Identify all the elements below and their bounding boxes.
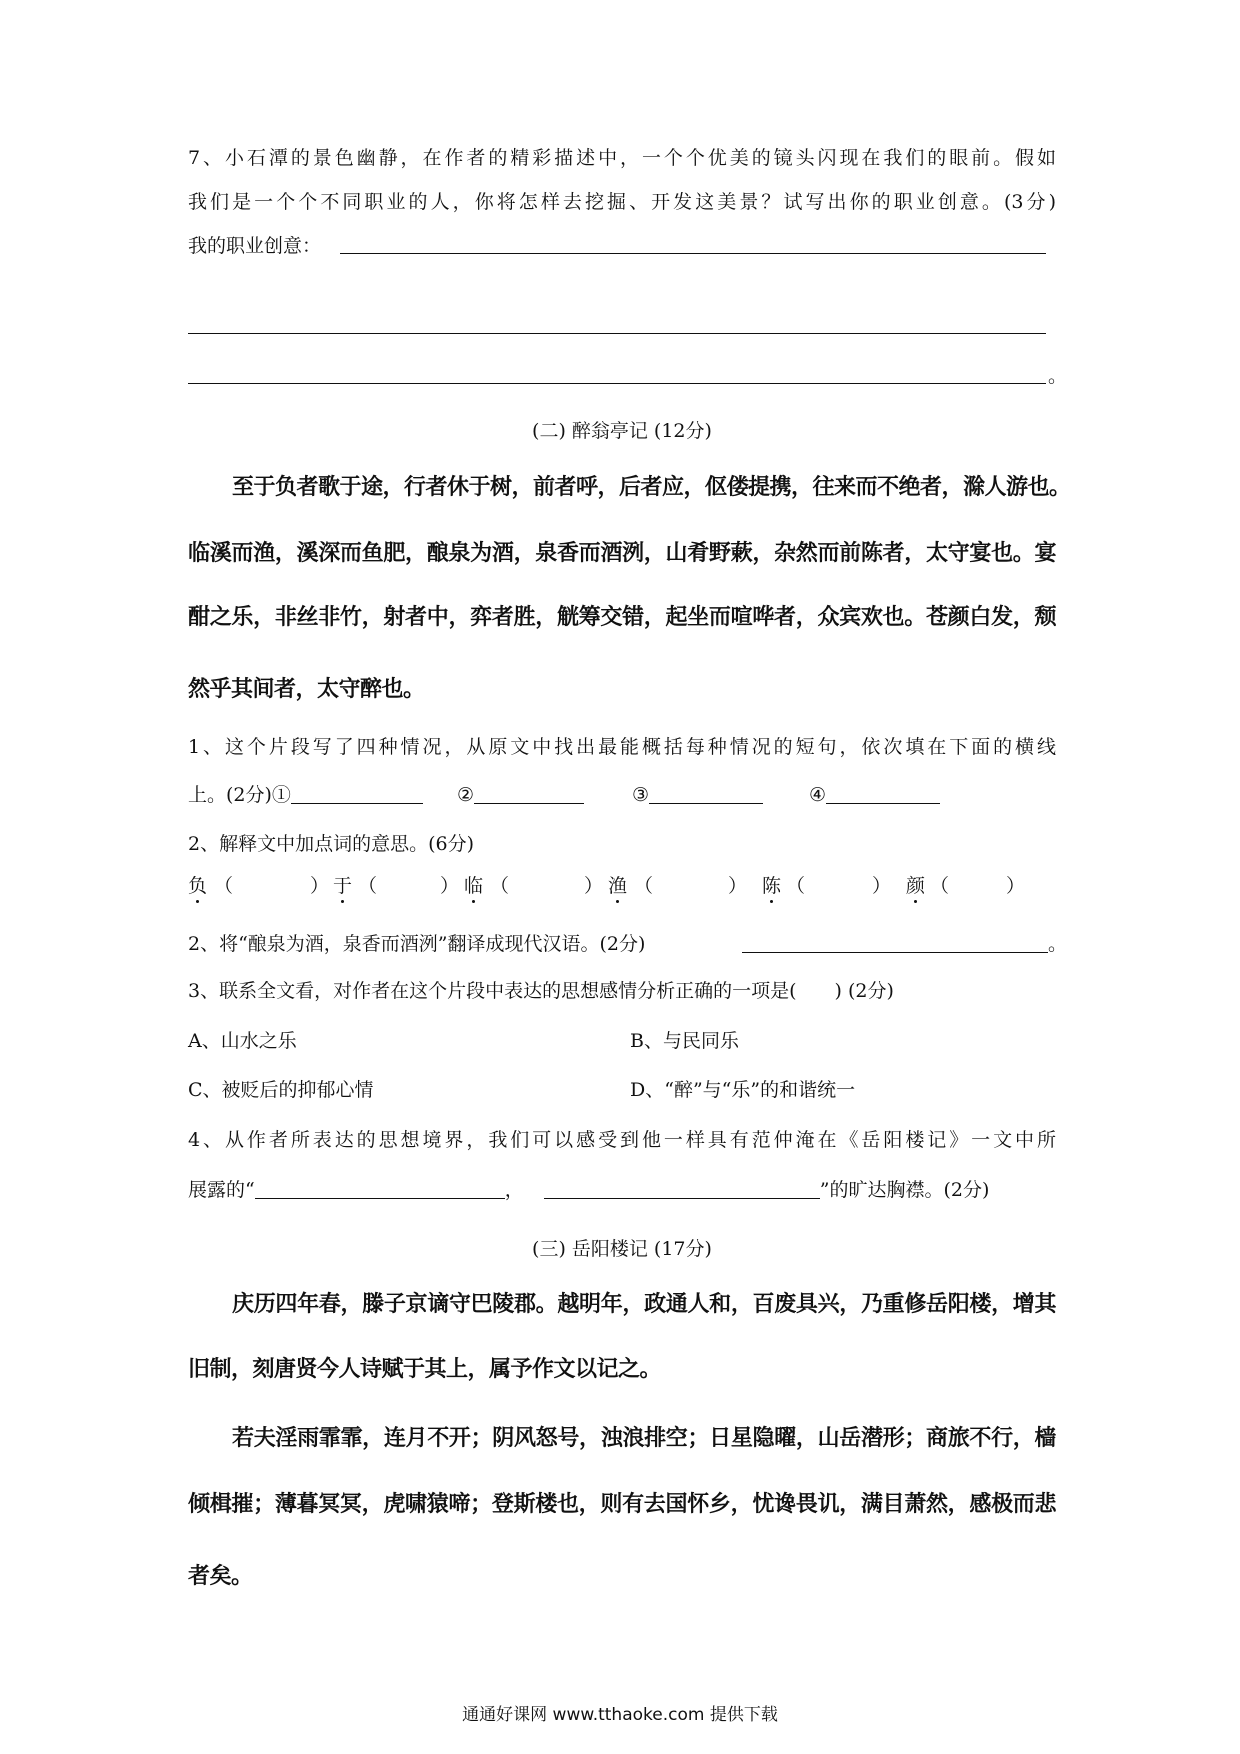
s2-q1-mark-2: ② bbox=[456, 784, 474, 806]
s2-q2-open-3: （ bbox=[490, 875, 510, 897]
passage-2-line-4: 然乎其间者，太守醉也。 bbox=[188, 677, 425, 702]
s2-q4-separator: ， bbox=[504, 1179, 524, 1201]
s2-q2-close-2: ） bbox=[440, 875, 460, 897]
dotted-word: 渔 bbox=[608, 875, 628, 897]
s2-q2-prompt: 2、解释文中加点词的意思。(6分) bbox=[188, 833, 475, 855]
s2-q4-line-1: 4、从作者所表达的思想境界，我们可以感受到他一样具有范仲淹在《岳阳楼记》一文中所 bbox=[188, 1129, 1056, 1151]
s2-q2b-end-mark: 。 bbox=[1048, 933, 1068, 955]
s2-q2-close-3: ） bbox=[584, 875, 604, 897]
s2-q1-blank-1[interactable] bbox=[291, 783, 423, 804]
s2-q2-open-4: （ bbox=[634, 875, 654, 897]
passage-3-p2-line-1 bbox=[232, 1425, 1056, 1453]
s2-q3-option-d[interactable]: D、“醉”与“乐”的和谐统一 bbox=[630, 1079, 856, 1101]
passage-2-line-3: 酣之乐，非丝非竹，射者中，弈者胜，觥筹交错，起坐而喧哗者，众宾欢也。苍颜白发，颓 bbox=[188, 605, 1056, 630]
section-2-title: (二) 醉翁亭记 (12分) bbox=[532, 420, 712, 442]
dotted-word: 负 bbox=[188, 875, 208, 897]
s2-q2-close-5: ） bbox=[872, 875, 892, 897]
s2-q2-open-5: （ bbox=[786, 875, 806, 897]
s2-q4-blank-1[interactable] bbox=[255, 1178, 505, 1199]
page-footer: 通通好课网 www.tthaoke.com 提供下载 bbox=[462, 1705, 778, 1725]
passage-3-p1-line-2: 旧制，刻唐贤今人诗赋于其上，属予作文以记之。 bbox=[188, 1357, 662, 1382]
s2-q2-word-1 bbox=[188, 874, 207, 898]
s2-q1-blank-3[interactable] bbox=[649, 783, 763, 804]
s2-q1-mark-3: ③ bbox=[631, 784, 650, 806]
s2-q1-mark-1: ① bbox=[271, 784, 291, 806]
dotted-word: 于 bbox=[333, 875, 353, 897]
s2-q1-line-2 bbox=[188, 783, 940, 807]
s2-q2-open-6: （ bbox=[930, 875, 950, 897]
passage-3-p2-line-3: 者矣。 bbox=[188, 1564, 253, 1589]
passage-3-p2-line-1-text: 若夫淫雨霏霏，连月不开；阴风怒号，浊浪排空；日星隐曜，山岳潜形；商旅不行，樯 bbox=[232, 1426, 1056, 1451]
q7-answer-line-3[interactable] bbox=[188, 383, 1046, 384]
s2-q2b-answer-line[interactable] bbox=[742, 952, 1048, 953]
passage-2-line-1-text: 至于负者歌于途，行者休于树，前者呼，后者应，伛偻提携，往来而不绝者，滁人游也。 bbox=[232, 475, 1071, 500]
q7-answer-line-2[interactable] bbox=[188, 333, 1046, 334]
s2-q2-word-5 bbox=[762, 874, 781, 898]
s2-q2-open-2: （ bbox=[358, 875, 378, 897]
passage-2-line-2: 临溪而渔，溪深而鱼肥，酿泉为酒，泉香而酒洌，山肴野蔌，杂然而前陈者，太守宴也。宴 bbox=[188, 541, 1056, 566]
s2-q1-mark-4: ④ bbox=[809, 784, 827, 806]
s2-q3-option-a[interactable]: A、山水之乐 bbox=[188, 1030, 297, 1052]
q7-line-1: 7、小石潭的景色幽静，在作者的精彩描述中，一个个优美的镜头闪现在我们的眼前。假如 bbox=[188, 147, 1056, 169]
s2-q1-blank-2[interactable] bbox=[474, 783, 584, 804]
dotted-word: 陈 bbox=[762, 875, 782, 897]
s2-q1-prefix: 上。(2分) bbox=[188, 784, 272, 806]
s2-q3-option-b[interactable]: B、与民同乐 bbox=[630, 1030, 739, 1052]
passage-3-p2-line-2: 倾楫摧；薄暮冥冥，虎啸猿啼；登斯楼也，则有去国怀乡，忧谗畏讥，满目萧然，感极而悲 bbox=[188, 1492, 1056, 1517]
s2-q4-prefix: 展露的“ bbox=[188, 1179, 255, 1201]
s2-q1-blank-4[interactable] bbox=[826, 783, 940, 804]
s2-q3-option-c[interactable]: C、被贬后的抑郁心情 bbox=[188, 1079, 374, 1101]
s2-q2-word-4 bbox=[608, 874, 627, 898]
s2-q2-close-6: ） bbox=[1006, 875, 1026, 897]
q7-end-mark: 。 bbox=[1048, 365, 1068, 387]
s2-q4-line-2 bbox=[188, 1178, 989, 1202]
s2-q4-suffix: ”的旷达胸襟。(2分) bbox=[819, 1179, 990, 1201]
s2-q3-prompt: 3、联系全文看，对作者在这个片段中表达的思想感情分析正确的一项是( ) (2分) bbox=[188, 980, 894, 1002]
s2-q2b-prompt: 2、将“酿泉为酒，泉香而酒洌”翻译成现代汉语。(2分) bbox=[188, 933, 646, 955]
s2-q2-close-4: ） bbox=[728, 875, 748, 897]
section-3-title: (三) 岳阳楼记 (17分) bbox=[532, 1238, 712, 1260]
s2-q4-blank-2[interactable] bbox=[544, 1178, 820, 1199]
dotted-word: 颜 bbox=[906, 875, 926, 897]
s2-q2-close-1: ） bbox=[310, 875, 330, 897]
s2-q2-word-3 bbox=[464, 874, 483, 898]
passage-2-line-1 bbox=[232, 474, 1071, 502]
passage-3-p1-line-1-text: 庆历四年春，滕子京谪守巴陵郡。越明年，政通人和，百废具兴，乃重修岳阳楼，增其 bbox=[232, 1292, 1056, 1317]
q7-answer-label: 我的职业创意： bbox=[188, 235, 322, 257]
q7-line-2: 我们是一个个不同职业的人，你将怎样去挖掘、开发这美景？试写出你的职业创意。(3分) bbox=[188, 191, 1056, 213]
s2-q2-word-6 bbox=[906, 874, 925, 898]
s2-q2-open-1: （ bbox=[214, 875, 234, 897]
s2-q1-line-1: 1、这个片段写了四种情况，从原文中找出最能概括每种情况的短句，依次填在下面的横线 bbox=[188, 736, 1056, 758]
dotted-word: 临 bbox=[464, 875, 484, 897]
passage-3-p1-line-1 bbox=[232, 1291, 1056, 1319]
q7-answer-line-1[interactable] bbox=[340, 253, 1046, 254]
s2-q2-word-2 bbox=[333, 874, 352, 898]
